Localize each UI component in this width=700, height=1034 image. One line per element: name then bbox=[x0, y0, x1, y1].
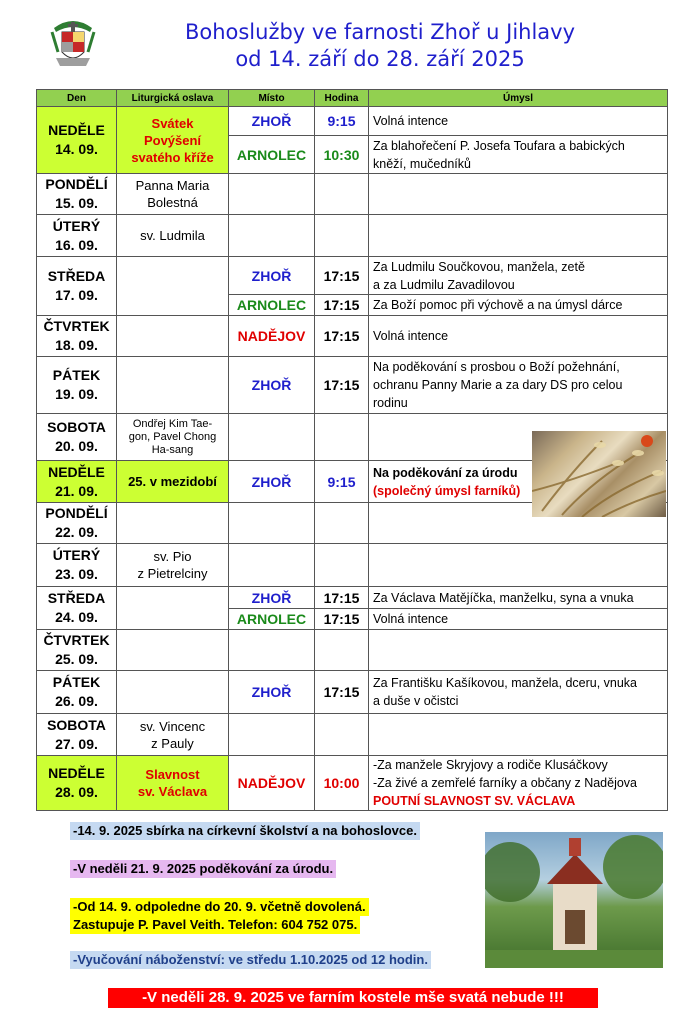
intention-line: -Za manžele Skryjovy a rodiče Klusáčkovy bbox=[373, 758, 608, 772]
intention-cell bbox=[369, 257, 668, 295]
day-name: NEDĚLE bbox=[48, 122, 105, 138]
intention-cell bbox=[369, 544, 668, 587]
table-row bbox=[37, 714, 668, 756]
day-cell bbox=[37, 503, 117, 544]
day-name: SOBOTA bbox=[47, 419, 106, 435]
chapel-photo bbox=[485, 832, 663, 968]
place-cell: ZHOŘ bbox=[229, 357, 315, 414]
day-name: ČTVRTEK bbox=[43, 318, 110, 334]
place-cell bbox=[229, 215, 315, 257]
place-cell: ARNOLEC bbox=[229, 136, 315, 174]
table-row bbox=[37, 544, 668, 587]
liturgy-cell: sv. Ludmila bbox=[117, 215, 229, 257]
day-date: 16. 09. bbox=[55, 236, 98, 253]
liturgy-cell: 25. v mezidobí bbox=[117, 461, 229, 503]
note-religion-class: -Vyučování náboženství: ve středu 1.10.2025 od 12 hodin. bbox=[70, 951, 431, 969]
intention-line: (společný úmysl farníků) bbox=[373, 483, 521, 498]
day-cell bbox=[37, 587, 117, 630]
place-cell: ARNOLEC bbox=[229, 609, 315, 630]
table-row bbox=[37, 630, 668, 671]
hour-cell: 10:30 bbox=[315, 136, 369, 174]
day-name: ÚTERÝ bbox=[52, 217, 101, 234]
day-date: 26. 09. bbox=[55, 693, 98, 709]
chapel-illustration bbox=[485, 832, 663, 968]
table-row bbox=[37, 756, 668, 811]
liturgy-line: sv. Pio bbox=[153, 549, 192, 564]
liturgy-cell bbox=[117, 671, 229, 714]
day-name: PONDĚLÍ bbox=[45, 176, 108, 192]
header-day: Den bbox=[37, 90, 117, 107]
hour-cell: 9:15 bbox=[315, 461, 369, 503]
liturgy-cell bbox=[117, 587, 229, 630]
intention-cell bbox=[369, 357, 668, 414]
liturgy-cell bbox=[117, 257, 229, 316]
table-header-row bbox=[37, 90, 668, 107]
day-name: NEDĚLE bbox=[48, 765, 105, 781]
liturgy-cell bbox=[117, 544, 229, 587]
intention-cell bbox=[369, 756, 668, 811]
table-row bbox=[37, 316, 668, 357]
intention-cell bbox=[369, 714, 668, 756]
liturgy-cell bbox=[117, 107, 229, 174]
day-date: 24. 09. bbox=[55, 609, 98, 625]
intention-line: a duše v očistci bbox=[373, 694, 459, 708]
liturgy-cell bbox=[117, 357, 229, 414]
day-name: PÁTEK bbox=[52, 674, 101, 690]
hour-cell bbox=[315, 215, 369, 257]
day-cell bbox=[37, 461, 117, 503]
intention-cell: Volná intence bbox=[369, 316, 668, 357]
intention-cell bbox=[369, 174, 668, 215]
coat-of-arms-icon bbox=[50, 18, 96, 72]
final-warning: -V neděli 28. 9. 2025 ve farním kostele mše svatá nebude !!! bbox=[108, 988, 598, 1008]
intention-cell: Volná intence bbox=[369, 107, 668, 136]
liturgy-line: svatého kříže bbox=[131, 149, 214, 165]
header-intention: Úmysl bbox=[369, 90, 668, 107]
liturgy-line: z Pauly bbox=[151, 735, 194, 751]
place-cell bbox=[229, 630, 315, 671]
hour-cell: 17:15 bbox=[315, 671, 369, 714]
day-date: 20. 09. bbox=[55, 438, 98, 454]
note-substitute: Zastupuje P. Pavel Veith. Telefon: 604 752 075. bbox=[70, 916, 360, 934]
day-cell bbox=[37, 630, 117, 671]
hour-cell: 17:15 bbox=[315, 609, 369, 630]
note-collection: -14. 9. 2025 sbírka na církevní školství a na bohoslovce. bbox=[70, 822, 420, 840]
table-row bbox=[37, 174, 668, 215]
day-cell bbox=[37, 544, 117, 587]
grain-illustration bbox=[532, 431, 666, 517]
intention-line: Za blahořečení P. Josefa Toufara a babických bbox=[373, 138, 625, 153]
intention-cell bbox=[369, 136, 668, 174]
day-date: 15. 09. bbox=[55, 195, 98, 211]
hour-cell: 17:15 bbox=[315, 587, 369, 609]
table-row bbox=[37, 215, 668, 257]
hour-cell bbox=[315, 414, 369, 461]
day-name: ÚTERÝ bbox=[52, 547, 101, 563]
liturgy-cell bbox=[117, 756, 229, 811]
table-row bbox=[37, 107, 668, 136]
liturgy-cell bbox=[117, 503, 229, 544]
day-cell bbox=[37, 414, 117, 461]
day-cell bbox=[37, 671, 117, 714]
place-cell: ZHOŘ bbox=[229, 671, 315, 714]
liturgy-line: Bolestná bbox=[147, 195, 198, 210]
hour-cell: 17:15 bbox=[315, 357, 369, 414]
intention-cell: Za Boží pomoc při výchově a na úmysl dárce bbox=[369, 295, 668, 316]
day-name: PONDĚLÍ bbox=[45, 505, 108, 521]
harvest-grain-photo bbox=[532, 431, 666, 517]
day-name: STŘEDA bbox=[47, 590, 106, 606]
day-cell bbox=[37, 107, 117, 174]
day-date: 28. 09. bbox=[55, 784, 98, 800]
place-cell bbox=[229, 414, 315, 461]
day-date: 27. 09. bbox=[55, 735, 98, 752]
place-cell bbox=[229, 714, 315, 756]
intention-cell: Volná intence bbox=[369, 609, 668, 630]
hour-cell bbox=[315, 630, 369, 671]
intention-cell bbox=[369, 215, 668, 257]
table-row bbox=[37, 671, 668, 714]
header-hour: Hodina bbox=[315, 90, 369, 107]
liturgy-line: z Pietrelciny bbox=[137, 566, 208, 581]
liturgy-cell bbox=[117, 630, 229, 671]
liturgy-line: Svátek bbox=[151, 115, 194, 131]
place-cell bbox=[229, 503, 315, 544]
hour-cell: 10:00 bbox=[315, 756, 369, 811]
intention-line: ochranu Panny Marie a za dary DS pro celou bbox=[373, 378, 623, 392]
day-cell bbox=[37, 357, 117, 414]
intention-line: a za Ludmilu Zavadilovou bbox=[373, 277, 515, 292]
day-cell bbox=[37, 257, 117, 316]
table-row bbox=[37, 587, 668, 609]
liturgy-line: Panna Maria bbox=[135, 178, 210, 193]
liturgy-cell bbox=[117, 414, 229, 461]
place-cell: ZHOŘ bbox=[229, 587, 315, 609]
place-cell: ZHOŘ bbox=[229, 257, 315, 295]
intention-cell bbox=[369, 671, 668, 714]
liturgy-line: Ondřej Kim Tae- bbox=[132, 417, 213, 430]
hour-cell bbox=[315, 174, 369, 215]
hour-cell: 17:15 bbox=[315, 316, 369, 357]
intention-cell bbox=[369, 630, 668, 671]
place-cell: ZHOŘ bbox=[229, 107, 315, 136]
table-row bbox=[37, 257, 668, 295]
hour-cell: 9:15 bbox=[315, 107, 369, 136]
hour-cell bbox=[315, 544, 369, 587]
liturgy-cell bbox=[117, 714, 229, 756]
liturgy-line: Povýšení bbox=[143, 132, 202, 148]
day-date: 19. 09. bbox=[55, 386, 98, 402]
day-date: 14. 09. bbox=[55, 141, 98, 157]
day-date: 17. 09. bbox=[55, 287, 98, 303]
day-name: STŘEDA bbox=[47, 268, 106, 284]
day-name: SOBOTA bbox=[47, 716, 106, 733]
intention-line: Za Ludmilu Součkovou, manžela, zetě bbox=[373, 259, 585, 274]
liturgy-cell bbox=[117, 174, 229, 215]
hour-cell: 17:15 bbox=[315, 257, 369, 295]
note-harvest: -V neděli 21. 9. 2025 poděkování za úrodu. bbox=[70, 860, 336, 878]
liturgy-line: Slavnost bbox=[145, 767, 200, 782]
note-vacation: -Od 14. 9. odpoledne do 20. 9. včetně dovolená. bbox=[70, 898, 369, 916]
intention-line: kněží, mučedníků bbox=[373, 156, 471, 171]
place-cell bbox=[229, 174, 315, 215]
day-cell bbox=[37, 215, 117, 257]
liturgy-cell bbox=[117, 316, 229, 357]
header-liturgy: Liturgická oslava bbox=[117, 90, 229, 107]
page-title: Bohoslužby ve farnosti Zhoř u Jihlavy bbox=[184, 20, 576, 44]
day-cell bbox=[37, 316, 117, 357]
header-place: Místo bbox=[229, 90, 315, 107]
day-date: 18. 09. bbox=[55, 337, 98, 353]
intention-cell: Za Václava Matějíčka, manželku, syna a vnuka bbox=[369, 587, 668, 609]
intention-line: Na poděkování za úrodu bbox=[373, 465, 518, 480]
day-name: ČTVRTEK bbox=[43, 632, 110, 648]
liturgy-line: gon, Pavel Chong bbox=[128, 430, 217, 443]
day-date: 23. 09. bbox=[55, 566, 98, 582]
intention-line: Na poděkování s prosbou o Boží požehnání, bbox=[373, 360, 620, 374]
place-cell: ARNOLEC bbox=[229, 295, 315, 316]
intention-line: POUTNÍ SLAVNOST SV. VÁCLAVA bbox=[373, 794, 576, 808]
day-cell bbox=[37, 714, 117, 756]
day-name: NEDĚLE bbox=[48, 463, 105, 480]
hour-cell bbox=[315, 503, 369, 544]
liturgy-line: sv. Václava bbox=[137, 784, 208, 799]
day-cell bbox=[37, 174, 117, 215]
hour-cell: 17:15 bbox=[315, 295, 369, 316]
day-date: 21. 09. bbox=[55, 482, 98, 499]
intention-line: -Za živé a zemřelé farníky a občany z Nadějova bbox=[373, 776, 638, 790]
intention-line: rodinu bbox=[373, 396, 408, 410]
page-subtitle: od 14. září do 28. září 2025 bbox=[235, 47, 525, 71]
table-row bbox=[37, 357, 668, 414]
hour-cell bbox=[315, 714, 369, 756]
day-date: 22. 09. bbox=[55, 524, 98, 540]
liturgy-line: Ha-sang bbox=[151, 443, 194, 456]
place-cell: NADĚJOV bbox=[229, 316, 315, 357]
intention-line: Za Františku Kašíkovou, manžela, dceru, vnuka bbox=[373, 676, 638, 690]
day-date: 25. 09. bbox=[55, 651, 98, 667]
day-name: PÁTEK bbox=[52, 367, 101, 383]
day-cell bbox=[37, 756, 117, 811]
liturgy-line: sv. Vincenc bbox=[139, 718, 206, 734]
place-cell: ZHOŘ bbox=[229, 461, 315, 503]
place-cell bbox=[229, 544, 315, 587]
place-cell: NADĚJOV bbox=[229, 756, 315, 811]
